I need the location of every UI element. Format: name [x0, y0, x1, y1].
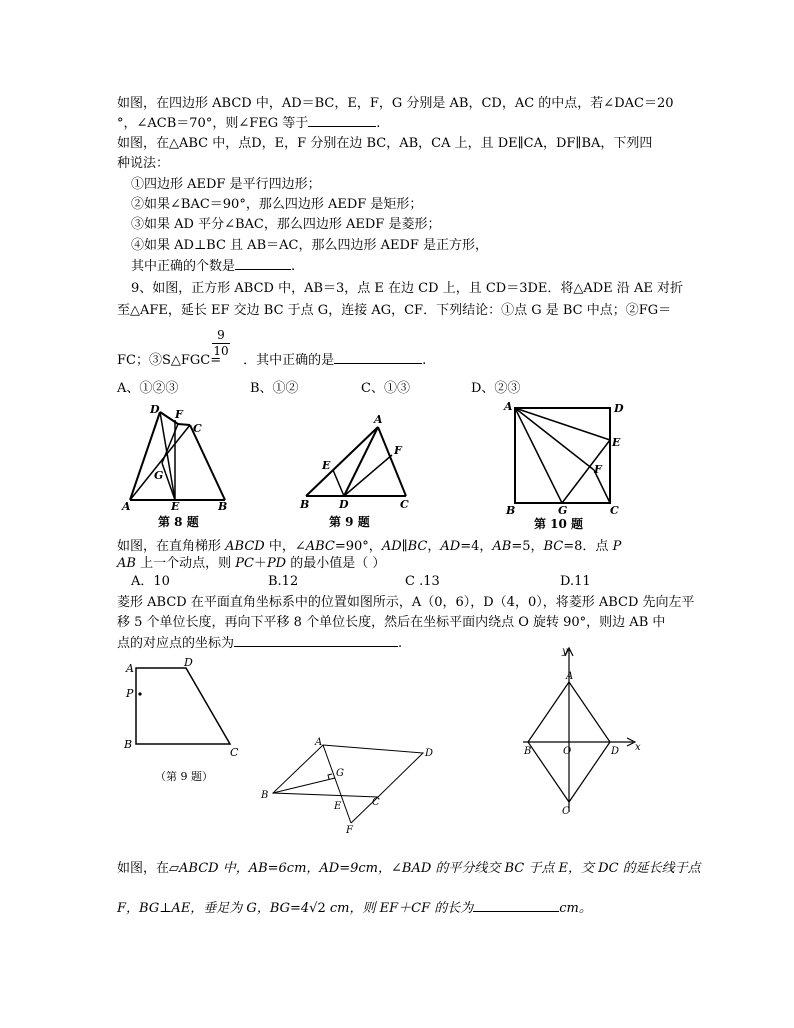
q2-line-1: 如图，在△ABC 中，点D，E，F 分别在边 BC，AB，CA 上，且 DE∥CA，DF∥BA，下列四: [117, 136, 653, 151]
fig8-edge-bc: [190, 425, 225, 500]
q6-text-4: cm，则 EF＋CF 的长为: [325, 901, 474, 916]
fig10-line-ag: [515, 408, 562, 503]
fig9-label-c: C: [400, 498, 409, 511]
figure-9: [296, 410, 421, 515]
q1-line-2-text: °，∠ACB＝70°，则∠FEG 等于: [117, 116, 309, 131]
q5-line-2: 移 5 个单位长度，再向下平移 8 个单位长度，然后在坐标平面内绕点 O 旋转 90°，则边 AB 中: [117, 615, 666, 630]
trap-label-d: D: [184, 656, 193, 669]
q4-text-6: =4，: [460, 539, 493, 554]
q1-line-1: 如图，在四边形 ABCD 中，AD＝BC，E，F，G 分别是 AB，CD，AC 的中点，若∠DAC＝20: [117, 96, 674, 111]
q4-var-bc: BC: [407, 539, 428, 554]
q5-line-3: [117, 634, 402, 653]
q3-frac-numerator: 9: [212, 328, 230, 344]
trap-label-b: B: [124, 738, 133, 751]
q6-text-3: F，BG⊥AE，垂足为 G，BG=4: [117, 901, 310, 916]
par-label-e: E: [334, 801, 342, 812]
q6-answer-blank[interactable]: [473, 899, 559, 912]
parallelogram-symbol: ▱: [169, 861, 180, 876]
fig10-label-c: C: [610, 504, 619, 517]
q4-var-p: P: [612, 539, 622, 554]
fig8-label-b: B: [218, 500, 228, 513]
axis-label-x: x: [635, 742, 641, 753]
q3-line-1: 9、如图，正方形 ABCD 中，AB＝3，点 E 在边 CD 上，且 CD＝3DE．将△ADE 沿 AE 对折: [131, 281, 683, 296]
q4-option-c[interactable]: C .13: [405, 574, 440, 589]
trap-caption: （第 9 题）: [155, 770, 213, 783]
q4-var-pc: PC: [235, 556, 254, 571]
par-label-b: B: [261, 790, 269, 801]
q1-line-2: [117, 114, 380, 133]
figure-10: [502, 398, 627, 518]
fig9-label-e: E: [322, 459, 331, 472]
axis-label-y: y: [562, 646, 568, 657]
q3-option-b[interactable]: B、①②: [250, 381, 299, 396]
fig9-label-f: F: [394, 444, 402, 457]
q5-line-1: 菱形 ABCD 在平面直角坐标系中的位置如图所示，A（0，6），D（4，0），将菱形 ABCD 先向左平: [117, 595, 695, 610]
par-right-angle: [328, 774, 332, 779]
fig8-label-g: G: [154, 469, 164, 482]
q3-line-2: 至△AFE，延长 EF 交边 BC 于点 G，连接 AG，CF．下列结论：①点 G 是 BC 中点；②FG＝: [117, 303, 672, 318]
q4-var-ab-2: AB: [117, 556, 136, 571]
q3-line-3a: FC；③S△FGC=: [117, 353, 222, 368]
q4-text-11: 的最小值是（ ）: [286, 556, 386, 571]
q3-option-c[interactable]: C、①③: [361, 381, 410, 396]
q5-end: .: [398, 636, 403, 651]
q4-var-ad-2: AD: [440, 539, 461, 554]
q4-option-a[interactable]: A．10: [131, 574, 170, 589]
fig8-line-ge: [162, 463, 175, 500]
fig10-label-b: B: [506, 504, 516, 517]
q6-line-1: [117, 860, 701, 878]
q4-var-abcd: ABCD: [225, 539, 265, 554]
q2-end: .: [291, 259, 296, 274]
fig10-square: [515, 408, 610, 503]
fig9-caption: 第 9 题: [329, 515, 370, 529]
q4-text-9: 上一个动点，则: [135, 556, 236, 571]
q3-frac-denominator: 10: [213, 344, 229, 358]
fig8-caption: 第 8 题: [158, 515, 199, 529]
q6-text-1: 如图，在: [117, 861, 170, 876]
fig10-label-d: D: [614, 402, 624, 415]
q4-text-2: 中，∠: [264, 539, 306, 554]
q6-text-2: ABCD 中，AB=6cm，AD=9cm，∠BAD 的平分线交 BC 于点 E，交 DC 的延长线于点: [179, 861, 701, 876]
fig9-label-a: A: [374, 413, 383, 426]
q2-ask: [131, 257, 295, 276]
fig10-label-e: E: [612, 436, 621, 449]
fig9-line-ed: [333, 470, 344, 496]
q3-line-3: [117, 351, 426, 370]
par-label-d: D: [425, 748, 434, 759]
q4-line-1: [117, 538, 621, 556]
fig9-line-ad: [344, 427, 378, 496]
q4-text-7: =5，: [511, 539, 544, 554]
q4-text-8: =8．点: [563, 539, 613, 554]
rh-label-a: A: [566, 671, 574, 682]
fig8-label-f: F: [175, 408, 183, 421]
parallelogram-abcd: [273, 745, 423, 797]
q5-line-3-text: 点的对应点的坐标为: [117, 636, 235, 651]
rh-label-b: B: [524, 746, 532, 757]
fig8-label-e: E: [171, 500, 180, 513]
q4-text-10: ＋: [253, 556, 267, 571]
par-label-a: A: [315, 737, 323, 748]
par-label-c: C: [372, 797, 380, 808]
q3-line-3b: ．其中正确的是: [243, 353, 335, 368]
par-line-bg: [273, 778, 335, 793]
fig8-label-c: C: [193, 422, 202, 435]
rh-label-c: C: [562, 806, 570, 817]
fig8-label-d: D: [150, 403, 160, 416]
q1-end: .: [376, 116, 381, 131]
fig9-edge-ca: [378, 427, 406, 496]
q4-var-ab: AB: [492, 539, 512, 554]
figure-trapezoid: [118, 658, 248, 763]
fig8-diag-ac: [130, 425, 190, 500]
fig10-label-a: A: [504, 400, 513, 413]
q4-var-ad: AD: [381, 539, 402, 554]
q4-option-d[interactable]: D.11: [560, 574, 591, 589]
q4-option-b[interactable]: B.12: [268, 574, 299, 589]
trap-label-c: C: [230, 746, 239, 759]
q4-text-4: ∥: [401, 539, 408, 554]
q1-answer-blank[interactable]: [308, 114, 376, 127]
fig10-label-g: G: [558, 504, 568, 517]
fig8-label-a: A: [122, 500, 131, 513]
q2-answer-blank[interactable]: [235, 257, 291, 270]
q6-line-2: [117, 899, 592, 918]
q3-option-d[interactable]: D、②③: [471, 381, 521, 396]
q6-sqrt: √2: [309, 901, 326, 916]
q4-text-5: ，: [427, 539, 441, 554]
fig9-edge-ab: [306, 427, 378, 496]
q3-end: .: [422, 353, 427, 368]
trapezoid-abcd: [136, 668, 230, 744]
rh-label-o: O: [563, 746, 572, 757]
q2-statement-4: ④如果 AD⊥BC 且 AB＝AC，那么四边形 AEDF 是正方形，: [131, 238, 489, 253]
q2-statement-2: ②如果∠BAC＝90°，那么四边形 AEDF 是矩形；: [131, 197, 423, 212]
q2-line-2: 种说法：: [117, 156, 170, 171]
q2-ask-text: 其中正确的个数是: [131, 259, 236, 274]
q4-var-bc-2: BC: [543, 539, 564, 554]
figure-parallelogram: [258, 735, 438, 835]
q4-text-1: 如图，在直角梯形: [117, 539, 226, 554]
figure-rhombus-axes: [505, 642, 655, 817]
q3-answer-blank[interactable]: [334, 351, 422, 364]
fig8-line-de: [160, 412, 175, 500]
q2-statement-3: ③如果 AD 平分∠BAC，那么四边形 AEDF 是菱形；: [131, 217, 441, 232]
q4-line-2: [117, 555, 385, 573]
trap-label-a: A: [126, 662, 134, 675]
fig10-caption: 第 10 题: [534, 517, 584, 531]
par-label-f: F: [346, 825, 353, 836]
fig9-label-b: B: [300, 498, 310, 511]
fig10-line-af: [515, 408, 594, 470]
q4-var-abc: ABC: [305, 539, 335, 554]
trap-label-p: P: [126, 687, 134, 700]
fig8-edge-fc: [178, 424, 190, 425]
fig9-label-d: D: [339, 498, 349, 511]
q4-text-3: =90°，: [334, 539, 382, 554]
fig8-edge-da: [130, 412, 160, 500]
q5-answer-blank[interactable]: [234, 634, 398, 647]
par-label-g: G: [336, 768, 344, 779]
q4-var-pd: PD: [266, 556, 287, 571]
point-p: [138, 692, 141, 695]
fig10-label-f: F: [594, 463, 602, 476]
fig10-line-eg: [562, 440, 610, 503]
fig9-line-df: [344, 455, 392, 496]
rh-label-d: D: [611, 746, 620, 757]
q6-unit: cm。: [559, 901, 592, 916]
q2-statement-1: ①四边形 AEDF 是平行四边形；: [131, 177, 321, 192]
q3-option-a[interactable]: A、①②③: [117, 381, 179, 396]
figure-8: [120, 400, 240, 515]
